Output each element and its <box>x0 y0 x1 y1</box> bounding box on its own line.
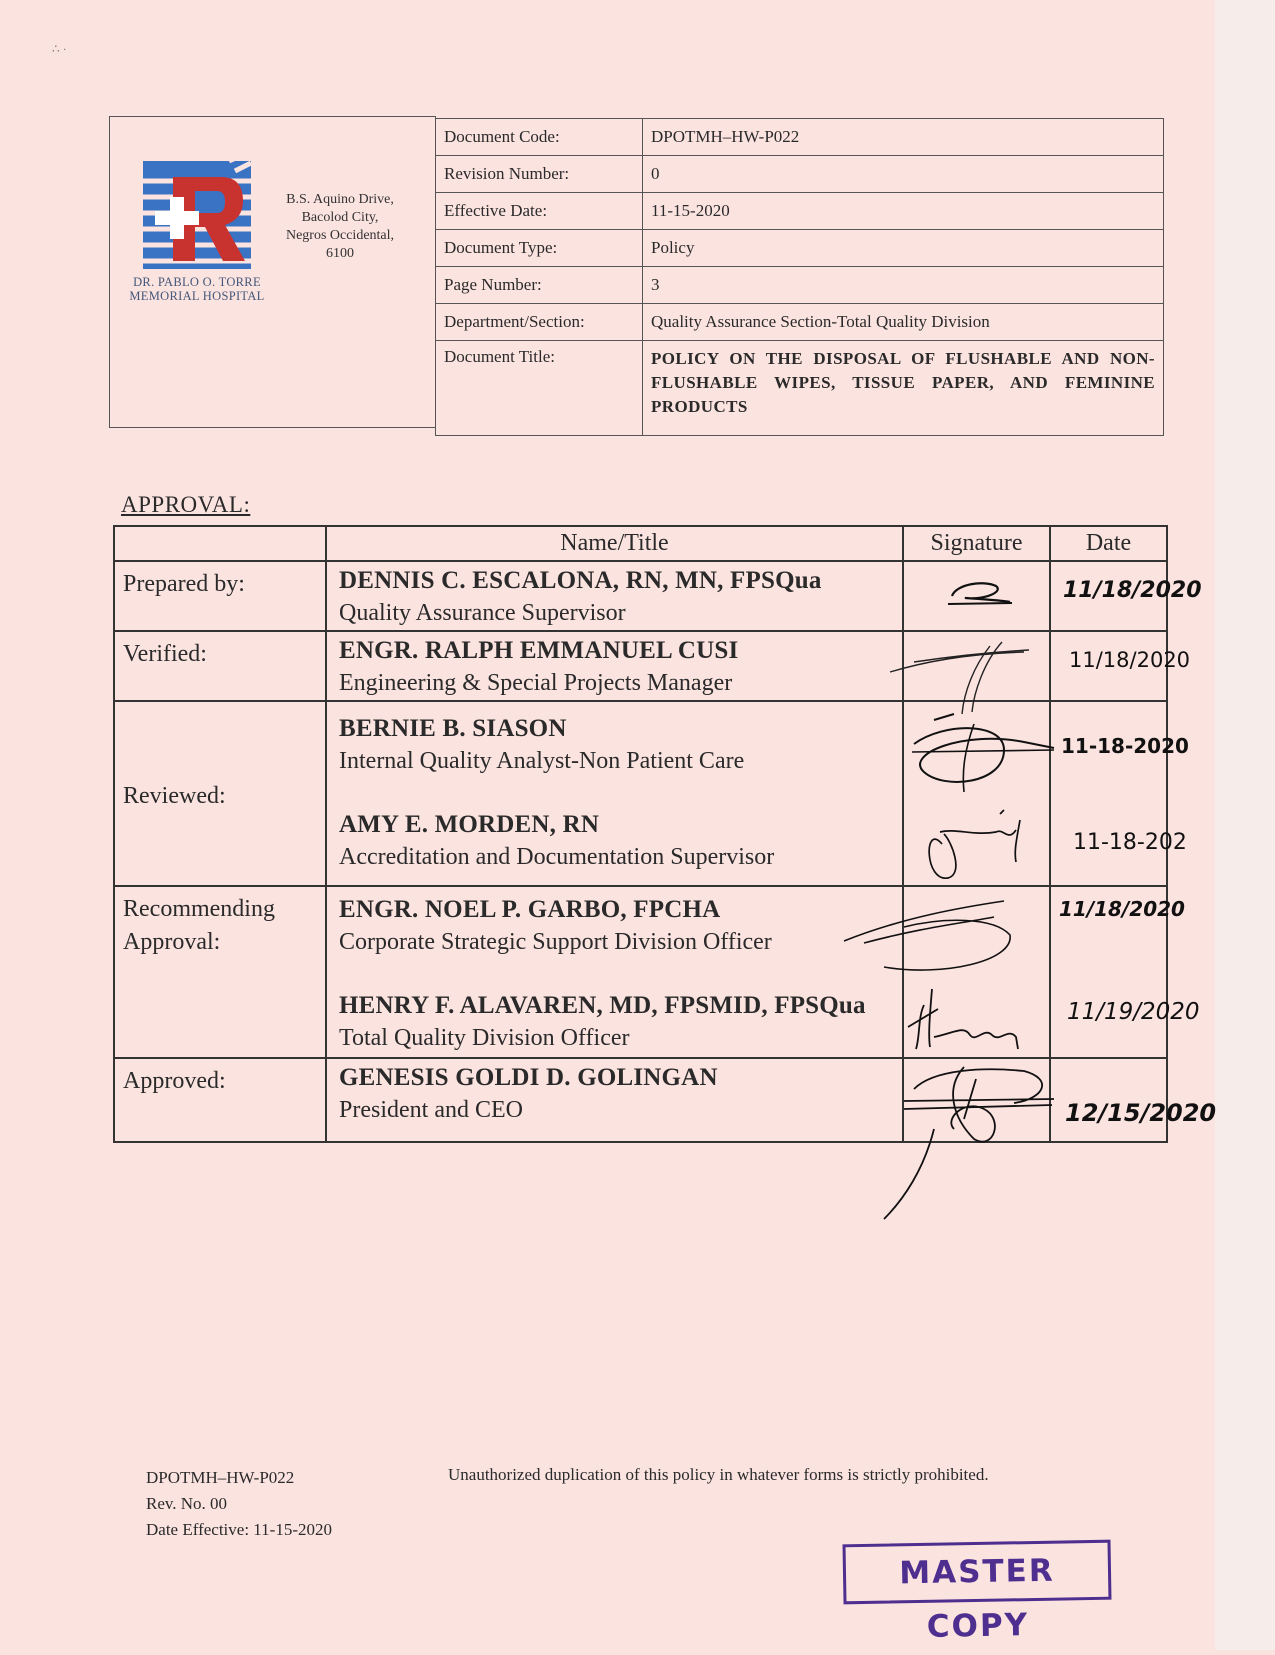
document-type-label: Document Type: <box>436 230 643 267</box>
signature-cell <box>903 561 1050 631</box>
signature <box>904 632 1049 699</box>
role-cell <box>114 561 326 631</box>
handwritten-date: 11/18/2020 <box>1063 578 1202 603</box>
duplication-notice: Unauthorized duplication of this policy in whatever forms is strictly prohibited. <box>448 1465 989 1484</box>
handwritten-date: 12/15/2020 <box>1065 1099 1217 1127</box>
page-number-label: Page Number: <box>436 267 643 304</box>
approver-name: DENNIS C. ESCALONA, RN, MN, FPSQua <box>339 567 822 594</box>
footer-document-code: DPOTMH–HW-P022 <box>146 1468 295 1487</box>
document-code-value: DPOTMH–HW-P022 <box>643 119 1164 156</box>
approver-title: Quality Assurance Supervisor <box>339 600 626 626</box>
info-row <box>436 341 1164 436</box>
role-label: Prepared by: <box>123 571 245 597</box>
approval-row-prepared <box>114 561 1167 631</box>
date-cell <box>1050 701 1189 886</box>
name-cell <box>326 701 903 886</box>
approver-name: AMY E. MORDEN, RN <box>339 811 600 838</box>
page-number-value: 3 <box>643 267 1164 304</box>
approver-title: Total Quality Division Officer <box>339 1025 630 1051</box>
signature-cell <box>903 631 1050 701</box>
date-cell <box>1050 886 1200 1058</box>
role-cell <box>114 701 326 886</box>
handwritten-date: 11/18/2020 <box>1059 897 1185 921</box>
effective-date-value: 11-15-2020 <box>643 193 1164 230</box>
date-cell <box>1050 1058 1217 1142</box>
role-cell <box>114 886 326 1058</box>
signature <box>904 562 1049 628</box>
info-row <box>436 230 1164 267</box>
footer-document-info <box>146 1465 332 1543</box>
revision-number-label: Revision Number: <box>436 156 643 193</box>
info-row <box>436 267 1164 304</box>
approval-row-reviewed <box>114 701 1167 886</box>
address-line: Bacolod City, <box>301 210 379 225</box>
handwritten-date: 11-18-202 <box>1073 830 1187 855</box>
department-value: Quality Assurance Section-Total Quality Division <box>643 304 1164 341</box>
approver-name: BERNIE B. SIASON <box>339 715 567 742</box>
approval-heading: APPROVAL: <box>121 492 251 517</box>
approval-table <box>113 525 1217 1143</box>
approver-title: Accreditation and Documentation Supervisor <box>339 844 775 870</box>
signature <box>904 887 1049 1059</box>
signature-cell <box>903 1058 1050 1142</box>
approval-row-recommending <box>114 886 1167 1058</box>
date-column-header: Date <box>1050 526 1167 561</box>
date-cell <box>1050 561 1202 631</box>
effective-date-label: Effective Date: <box>436 193 643 230</box>
signature-cell <box>903 701 1050 886</box>
handwritten-date: 11/19/2020 <box>1067 999 1200 1025</box>
approver-name: GENESIS GOLDI D. GOLINGAN <box>339 1064 718 1091</box>
approver-title: President and CEO <box>339 1097 523 1123</box>
approver-title: Engineering & Special Projects Manager <box>339 670 733 696</box>
info-row <box>436 119 1164 156</box>
name-cell <box>326 1058 903 1142</box>
approver-title: Internal Quality Analyst-Non Patient Care <box>339 748 745 774</box>
address-line: 6100 <box>326 246 354 261</box>
name-cell <box>326 561 903 631</box>
info-row <box>436 193 1164 230</box>
document-type-value: Policy <box>643 230 1164 267</box>
scan-specks: ∴ · <box>52 42 67 56</box>
handwritten-date: 11/18/2020 <box>1069 648 1191 672</box>
hospital-address <box>285 191 395 263</box>
signature <box>904 1059 1049 1143</box>
document-code-label: Document Code: <box>436 119 643 156</box>
name-cell <box>326 886 903 1058</box>
hospital-logo <box>122 161 272 303</box>
info-row <box>436 156 1164 193</box>
document-title-label: Document Title: <box>436 341 643 436</box>
approval-row-verified <box>114 631 1167 701</box>
master-copy-stamp: MASTER COPY <box>842 1540 1111 1605</box>
department-label: Department/Section: <box>436 304 643 341</box>
role-cell <box>114 1058 326 1142</box>
approval-header-row <box>114 526 1167 561</box>
name-cell <box>326 631 903 701</box>
role-label: Approved: <box>123 1068 226 1094</box>
signature-column-header: Signature <box>903 526 1050 561</box>
address-line: B.S. Aquino Drive, <box>286 192 394 207</box>
approver-title: Corporate Strategic Support Division Officer <box>339 929 772 955</box>
name-column-header: Name/Title <box>326 526 903 561</box>
handwritten-date: 11-18-2020 <box>1061 734 1189 758</box>
role-cell <box>114 631 326 701</box>
hospital-name: DR. PABLO O. TORRE MEMORIAL HOSPITAL <box>129 275 265 303</box>
document-title-value: POLICY ON THE DISPOSAL OF FLUSHABLE AND NON-FLUSHABLE WIPES, TISSUE PAPER, AND FEMININE PRODUCTS <box>651 349 1155 416</box>
signature-cell <box>903 886 1050 1058</box>
document-title-cell <box>643 341 1164 436</box>
approval-row-approved <box>114 1058 1167 1142</box>
footer-revision: Rev. No. 00 <box>146 1494 228 1513</box>
signature <box>904 702 1049 887</box>
date-cell <box>1050 631 1191 701</box>
address-line: Negros Occidental, <box>285 228 395 243</box>
approver-name: HENRY F. ALAVAREN, MD, FPSMID, FPSQua <box>339 992 866 1019</box>
revision-number-value: 0 <box>643 156 1164 193</box>
document-info-table <box>435 118 1164 436</box>
approver-name: ENGR. RALPH EMMANUEL CUSI <box>339 637 739 664</box>
info-row <box>436 304 1164 341</box>
page-edge <box>1215 0 1275 1650</box>
header-logo-cell <box>109 116 436 428</box>
role-label: Verified: <box>123 641 207 667</box>
role-label: Reviewed: <box>123 783 226 809</box>
footer-date-effective: Date Effective: 11-15-2020 <box>146 1520 332 1539</box>
hospital-logo-icon <box>143 161 251 269</box>
approver-name: ENGR. NOEL P. GARBO, FPCHA <box>339 896 721 923</box>
role-column-header <box>114 526 326 561</box>
role-label: Recommending Approval: <box>123 896 275 955</box>
